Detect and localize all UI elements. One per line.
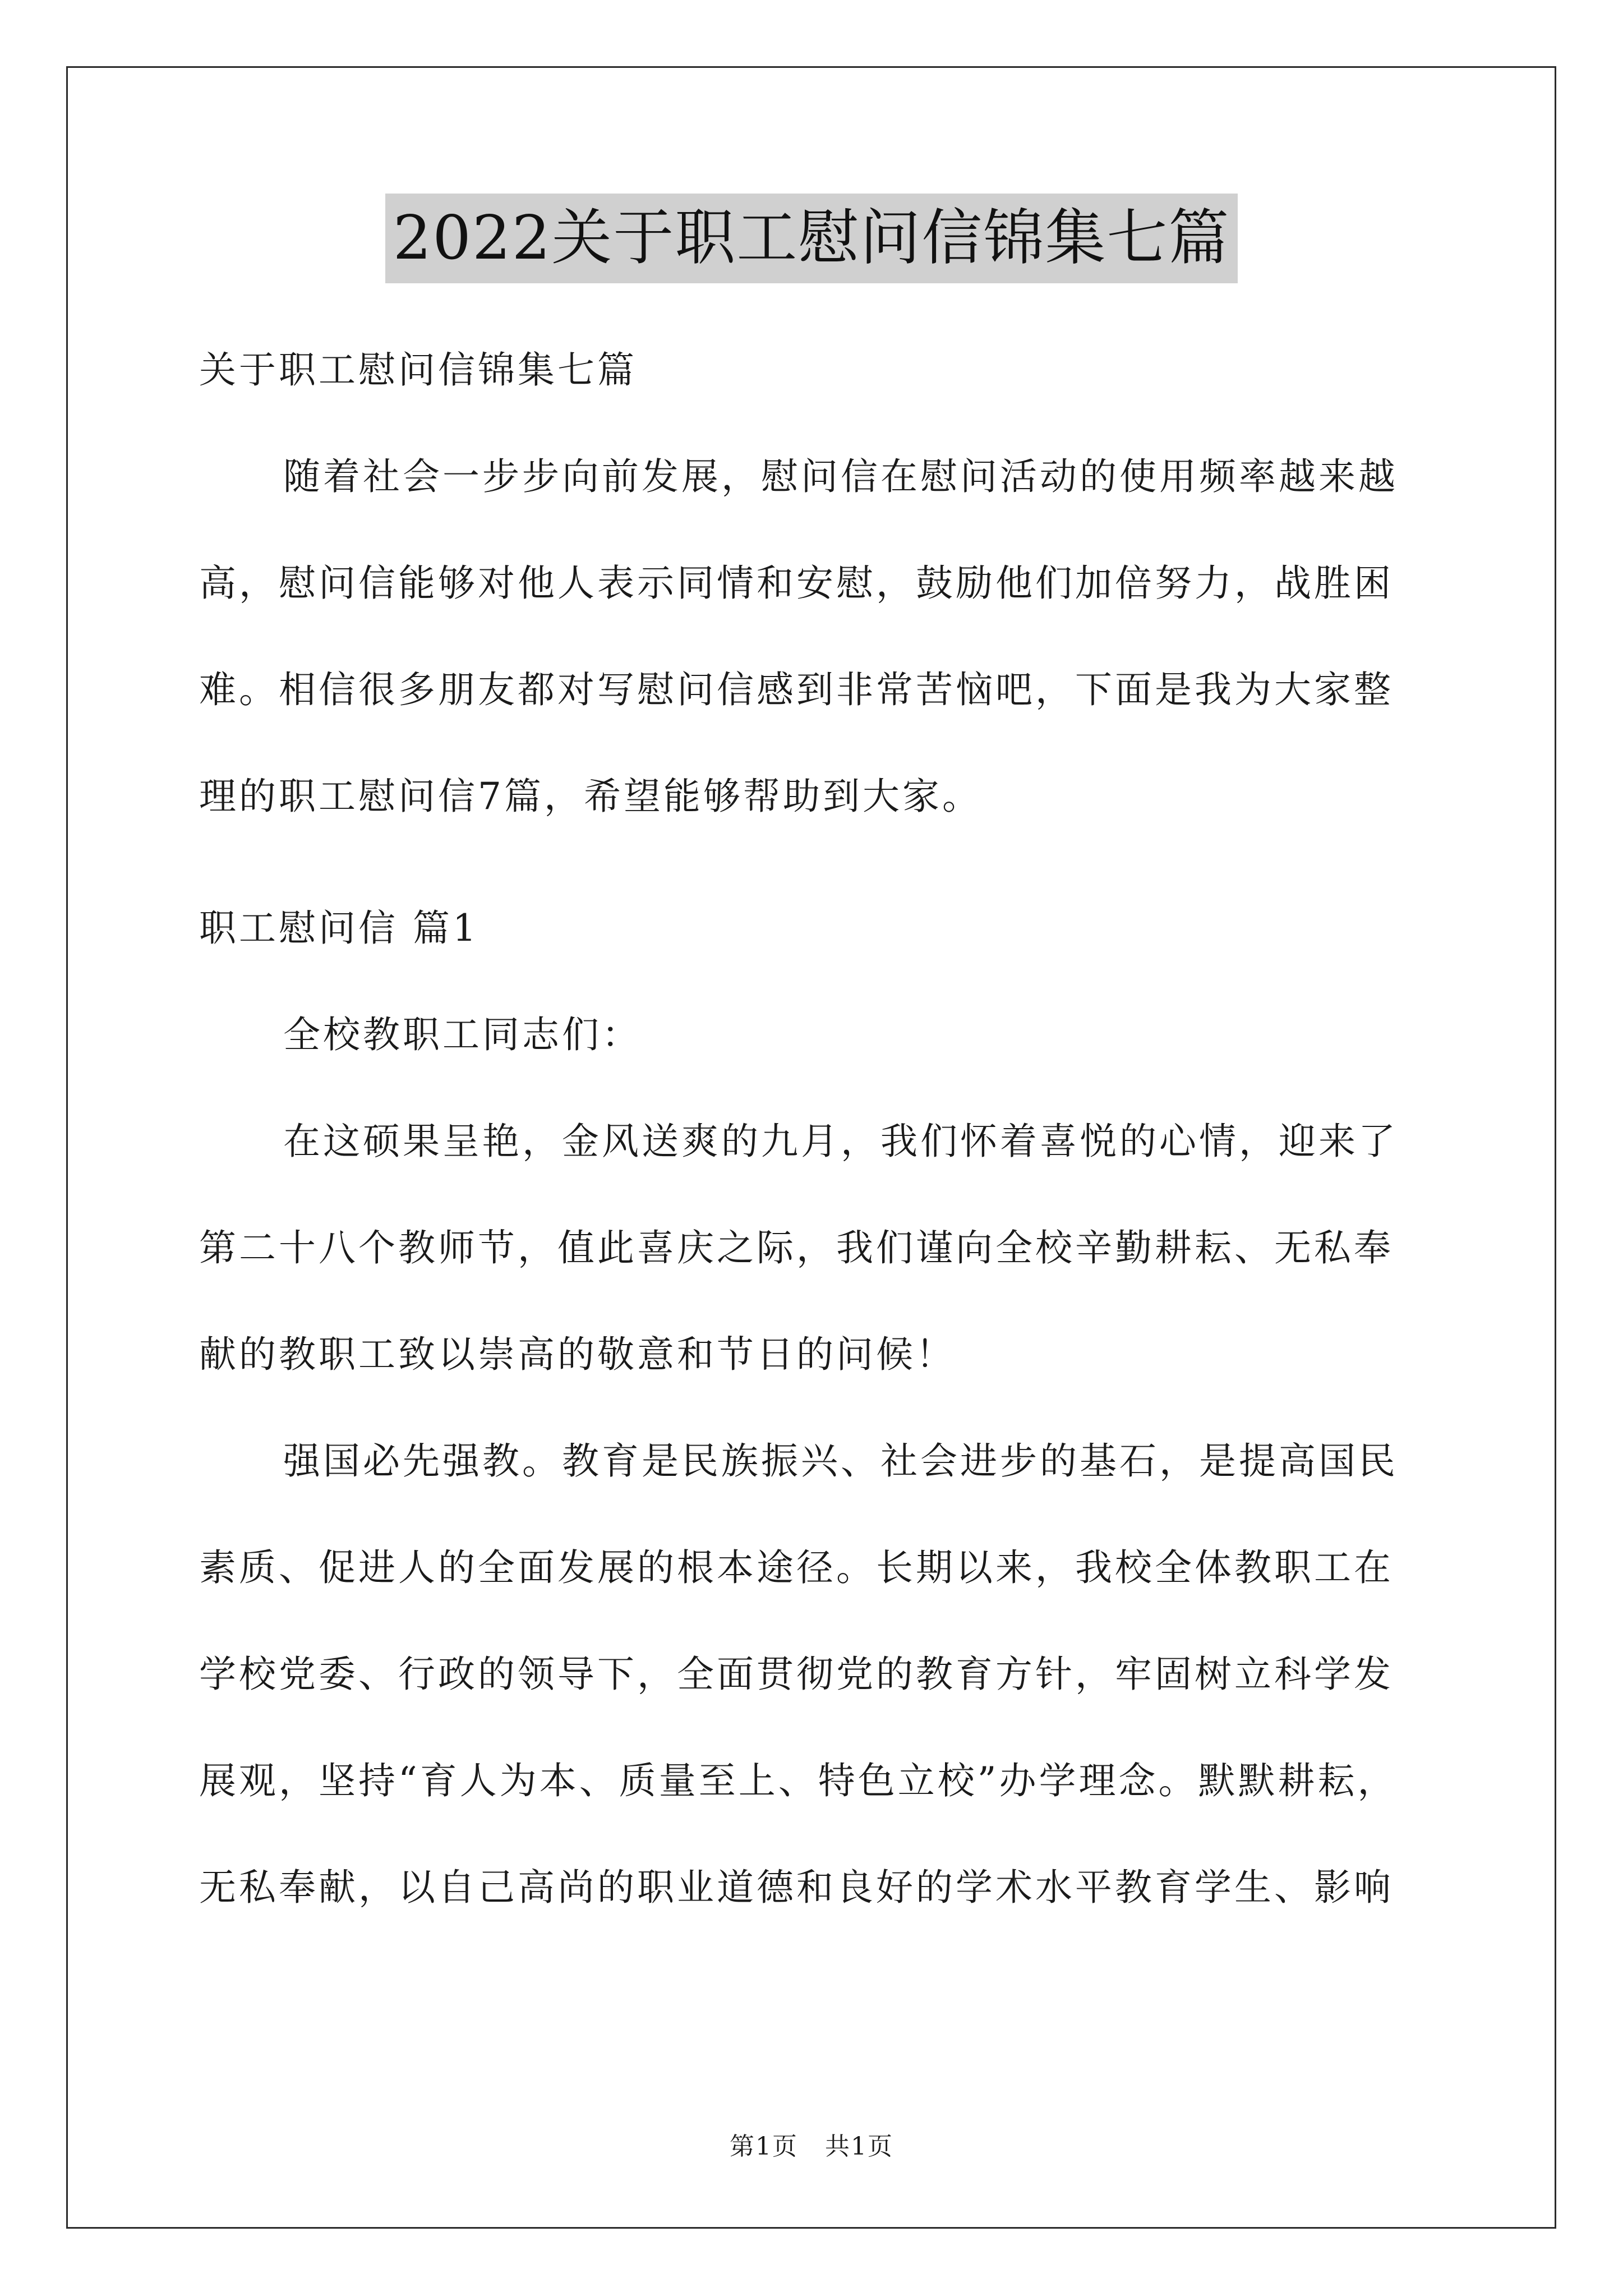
para1-line-3: 献的教职工致以崇高的敬意和节日的问候！: [199, 1333, 956, 1376]
para1-line-2: 第二十八个教师节，值此喜庆之际，我们谨向全校辛勤耕耘、无私奉: [199, 1226, 1394, 1269]
para1-line-1: 在这硕果呈艳，金风送爽的九月，我们怀着喜悦的心情，迎来了: [283, 1120, 1398, 1163]
intro-line-1: 随着社会一步步向前发展，慰问信在慰问活动的使用频率越来越: [283, 455, 1398, 498]
para2-line-4: 展观，坚持“育人为本、质量至上、特色立校”办学理念。默默耕耘，: [199, 1759, 1398, 1802]
spacer: [199, 850, 1424, 875]
section-heading: 职工慰问信 篇1: [199, 907, 479, 950]
intro-line-2: 高，慰问信能够对他人表示同情和安慰，鼓励他们加倍努力，战胜困: [199, 562, 1394, 605]
page-number-text: 第1页 共1页: [730, 2132, 893, 2161]
document-body: [199, 317, 1424, 1941]
para2-line-2: 素质、促进人的全面发展的根本途径。长期以来，我校全体教职工在: [199, 1546, 1394, 1589]
para2-line-3: 学校党委、行政的领导下，全面贯彻党的教育方针，牢固树立科学发: [199, 1653, 1394, 1696]
intro-line-3: 难。相信很多朋友都对写慰问信感到非常苦恼吧，下面是我为大家整: [199, 668, 1394, 711]
salutation: 全校教职工同志们：: [283, 1013, 642, 1056]
title-container: [0, 194, 1623, 283]
intro-line-4: 理的职工慰问信7篇，希望能够帮助到大家。: [199, 775, 982, 818]
subtitle: 关于职工慰问信锦集七篇: [199, 348, 637, 392]
para2-line-5: 无私奉献，以自己高尚的职业道德和良好的学术水平教育学生、影响: [199, 1866, 1394, 1909]
document-title: 2022关于职工慰问信锦集七篇: [385, 194, 1238, 283]
page-footer: [0, 2126, 1623, 2162]
para2-line-1: 强国必先强教。教育是民族振兴、社会进步的基石，是提高国民: [283, 1439, 1398, 1483]
